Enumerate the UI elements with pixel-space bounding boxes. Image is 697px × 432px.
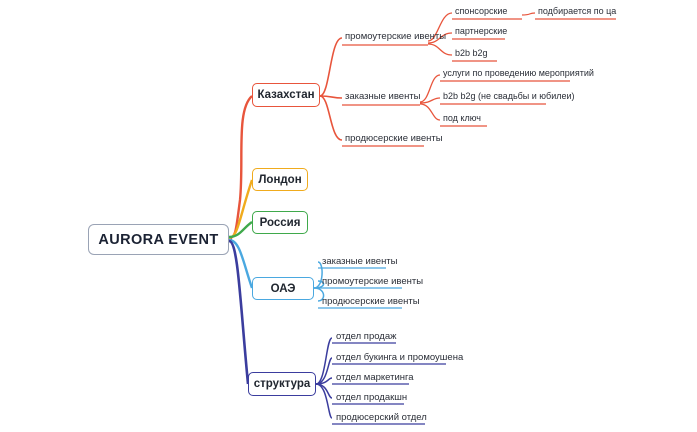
leaf-label: под ключ [443,112,481,123]
leaf-label: подбирается по цa [538,5,617,16]
leaf-label: отдел маркетинга [336,372,414,383]
leaf-label: промоутерские ивенты [345,30,447,42]
leaf-node-b2b-b2g-no-weddings[interactable] [441,89,575,102]
leaf-label: партнерские [455,25,508,36]
leaf-label: продюсерские ивенты [345,132,443,144]
leaf-label: заказные ивенты [345,90,421,102]
branch-node-uae[interactable] [252,277,314,300]
leaf-node-booking-promotion-dept[interactable] [334,351,464,364]
leaf-node-turnkey[interactable] [441,111,491,124]
leaf-node-production-dept[interactable] [334,391,414,404]
leaf-label: b2b b2g (не свадьбы и юбилеи) [443,90,575,101]
root-node-label: AURORA EVENT [98,231,219,248]
leaf-label: продюсерский отдел [336,412,427,423]
branch-label: Россия [259,216,301,229]
leaf-node-producer-dept[interactable] [334,411,434,424]
branch-label: структура [253,378,311,390]
leaf-node-promo-events[interactable] [343,29,447,43]
leaf-node-producer-events[interactable] [343,131,443,145]
leaf-label: отдел продаж [336,331,397,342]
leaf-label: заказные ивенты [322,256,398,267]
leaf-label: отдел букинга и промоушена [336,352,464,363]
leaf-node-uae-producer-events[interactable] [320,295,420,308]
branch-node-london[interactable] [252,168,308,191]
leaf-node-custom-events[interactable] [343,89,425,103]
leaf-node-sales-dept[interactable] [334,330,404,343]
branch-label: Лондон [258,173,302,186]
branch-node-structure[interactable] [248,372,316,396]
leaf-node-b2b-b2g[interactable] [453,46,499,59]
leaf-node-uae-promo-events[interactable] [320,275,424,288]
leaf-label: продюсерские ивенты [322,296,420,307]
branch-node-russia[interactable] [252,211,308,234]
branch-label: ОАЭ [270,282,296,295]
leaf-node-sponsor[interactable] [453,4,525,17]
root-node[interactable] [88,224,229,255]
leaf-label: отдел продакшн [336,392,408,403]
leaf-label: b2b b2g [455,47,488,58]
leaf-node-event-services[interactable] [441,66,594,79]
leaf-label: спонсорские [455,5,508,16]
leaf-node-selected-by-ta[interactable] [536,4,620,17]
leaf-node-uae-custom-events[interactable] [320,255,400,268]
leaf-label: услуги по проведению мероприятий [443,67,594,78]
branch-node-kazakhstan[interactable] [252,83,320,107]
leaf-label: промоутерские ивенты [322,276,424,287]
branch-label: Казахстан [257,89,315,101]
leaf-node-partner[interactable] [453,24,509,37]
leaf-node-marketing-dept[interactable] [334,371,418,384]
